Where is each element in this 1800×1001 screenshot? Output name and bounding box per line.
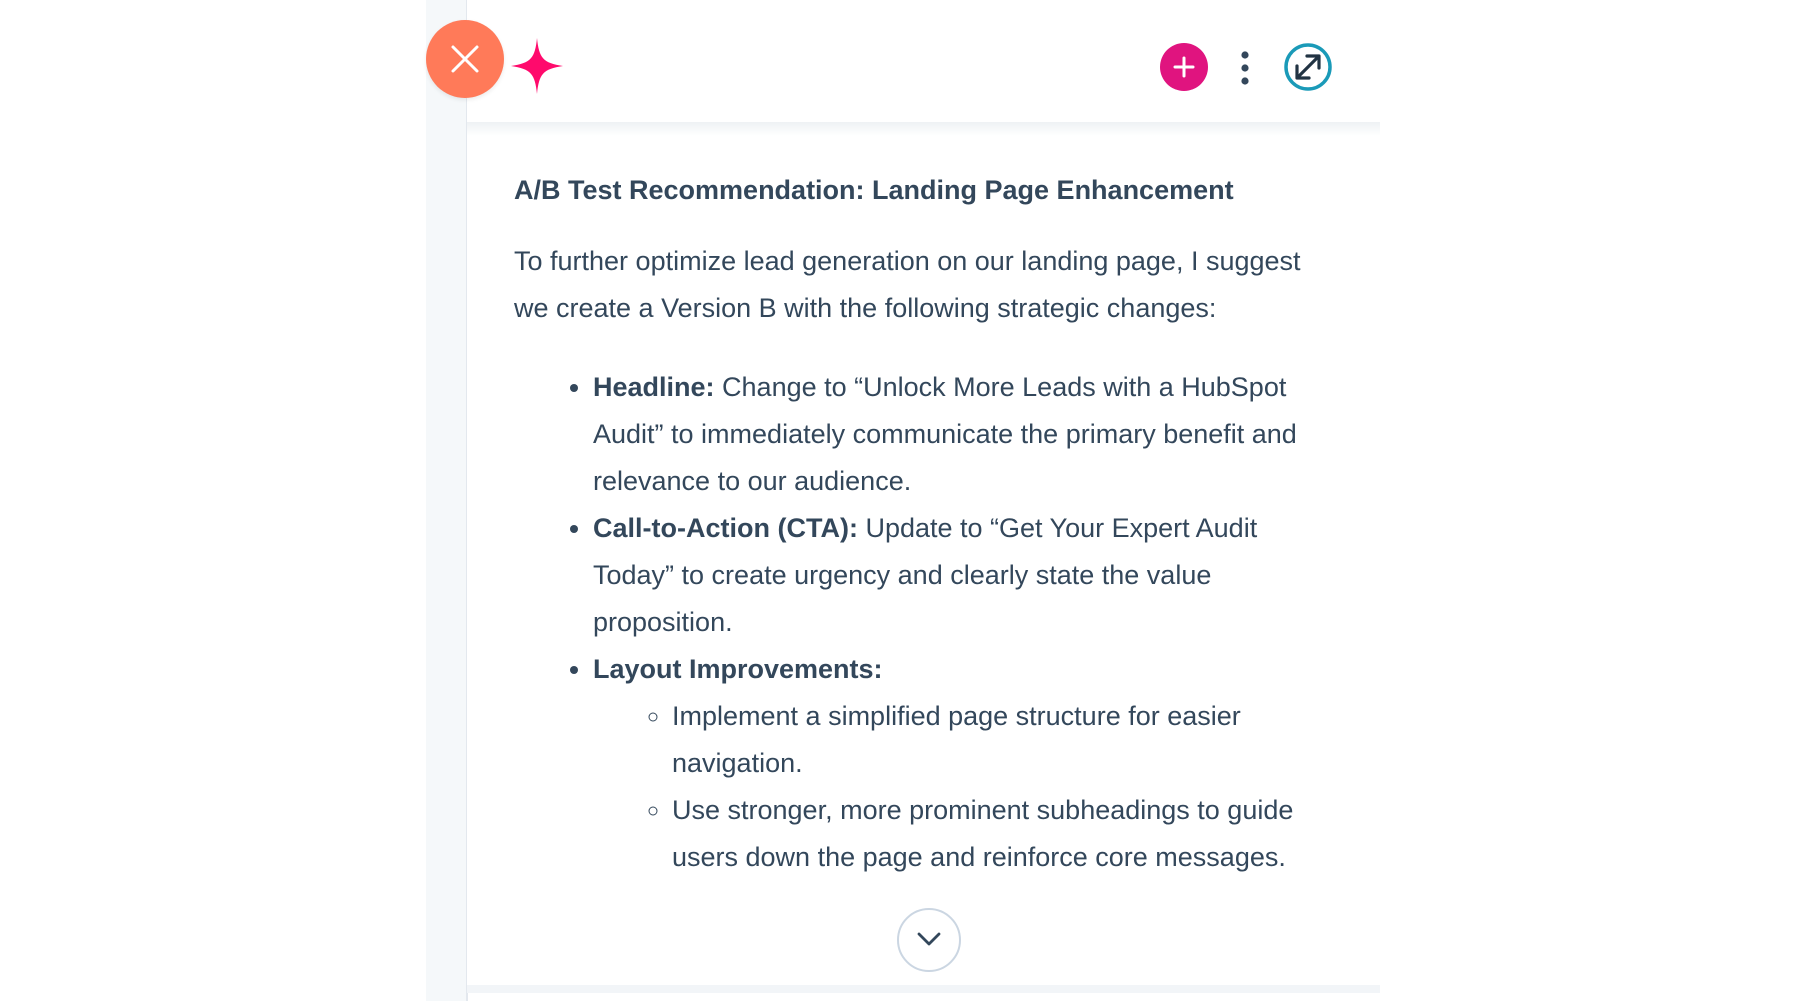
layout-sub-list (593, 693, 1334, 881)
more-options-button[interactable] (1233, 48, 1257, 88)
close-icon (450, 44, 480, 74)
list-item-cta (593, 505, 1334, 646)
message-title: A/B Test Recommendation: Landing Page Enhancement (514, 175, 1234, 205)
bullet-label: Headline: (593, 372, 715, 402)
panel-bottom-edge (467, 985, 1380, 993)
message-intro: To further optimize lead generation on our landing page, I suggest we create a Version B with the following strategic changes: (514, 246, 1301, 323)
sub-list-item: ◦ Implement a simplified page structure for easier navigation. (672, 693, 1334, 787)
expand-icon (1283, 42, 1333, 92)
chevron-down-icon (916, 931, 942, 947)
close-button[interactable] (426, 20, 504, 98)
left-rail (426, 0, 468, 1001)
recommendation-list (514, 364, 1334, 881)
expand-button[interactable] (1283, 42, 1333, 92)
assistant-message (514, 170, 1334, 881)
list-item-headline (593, 364, 1334, 505)
sparkle-icon (511, 38, 563, 94)
bullet-label: Layout Improvements: (593, 654, 883, 684)
list-item-layout (593, 646, 1334, 881)
more-vertical-icon (1233, 48, 1257, 88)
bullet-text: Update to “Get Your Expert Audit Today” to create urgency and clearly state the value proposition. (593, 513, 1258, 637)
sub-list-item: ◦ Use stronger, more prominent subheadings to guide users down the page and reinforce core messages. (672, 787, 1334, 881)
bullet-label: Call-to-Action (CTA): (593, 513, 858, 543)
header-divider (467, 122, 1380, 136)
new-chat-button[interactable] (1160, 43, 1208, 91)
plus-icon (1172, 55, 1196, 79)
scroll-to-bottom-button[interactable] (897, 908, 961, 972)
bullet-text: Change to “Unlock More Leads with a HubSpot Audit” to immediately communicate the primary benefit and relevance to our audience. (593, 372, 1297, 496)
